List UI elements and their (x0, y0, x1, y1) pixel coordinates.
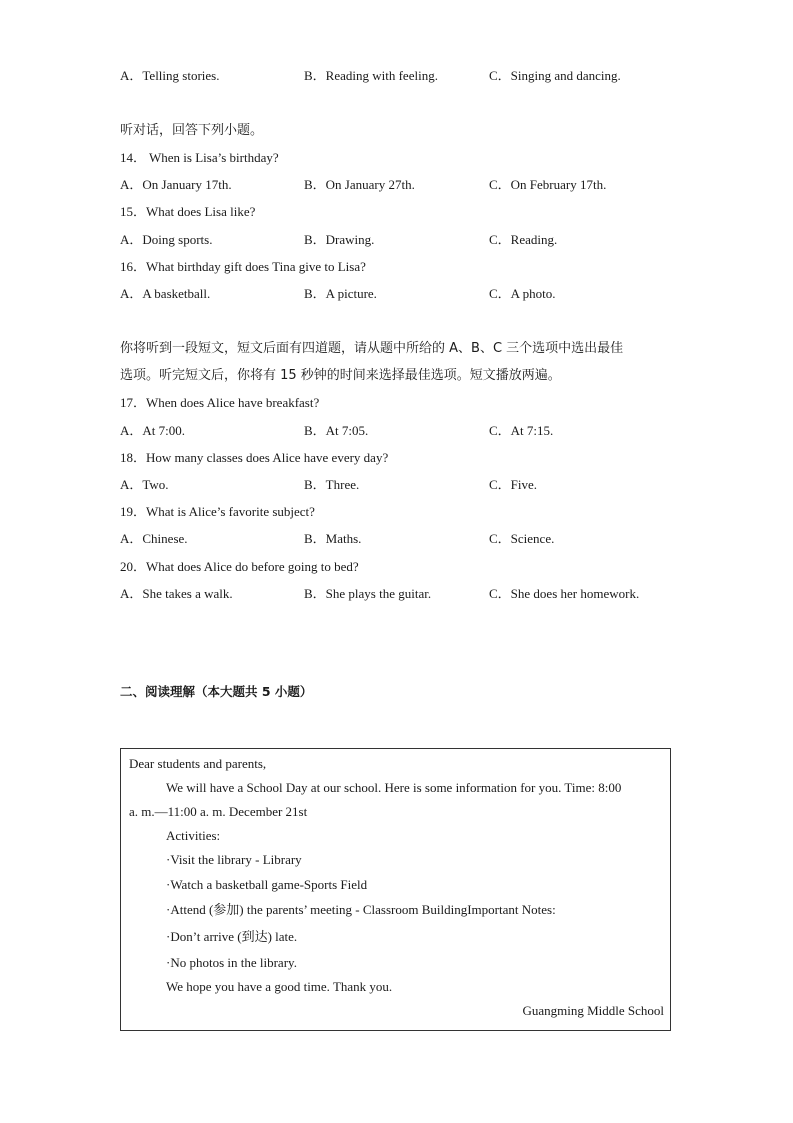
question-17-stem: 17．When does Alice have breakfast? (120, 395, 320, 410)
option-a: A．A basketball. (120, 286, 211, 301)
option-a: A．Chinese. (120, 531, 188, 546)
option-a: A．Doing sports. (120, 232, 213, 247)
option-c: C．She does her homework. (489, 586, 640, 601)
option-c: C．Reading. (489, 232, 558, 247)
q13-options (120, 68, 680, 84)
notice-signature: Guangming Middle School (522, 1003, 664, 1018)
question-19-options (120, 531, 680, 547)
passage-instruction-line-1: 你将听到一段短文，短文后面有四道题，请从题中所给的 A、B、C 三个选项中选出最佳 (120, 341, 624, 356)
passage-instruction-line-2: 选项。听完短文后，你将有 15 秒钟的时间来选择最佳选项。短文播放两遍。 (120, 368, 561, 383)
question-14-options (120, 177, 680, 193)
notice-activities-label: Activities: (166, 828, 221, 843)
notice-greeting: Dear students and parents, (129, 756, 267, 771)
option-b: B．At 7:05. (304, 423, 369, 438)
notice-item: ·No photos in the library. (166, 955, 297, 970)
option-b: B．Maths. (304, 531, 362, 546)
notice-line-1: We will have a School Day at our school. Here is some information for you. Time: 8:00 (166, 780, 622, 795)
question-20-stem: 20．What does Alice do before going to bed? (120, 559, 359, 574)
question-19-stem: 19．What is Alice’s favorite subject? (120, 504, 315, 519)
question-16-options (120, 286, 680, 302)
option-a: A．On January 17th. (120, 177, 232, 192)
question-14-stem: 14． When is Lisa’s birthday? (120, 150, 279, 165)
option-a: A．She takes a walk. (120, 586, 233, 601)
option-b: B．She plays the guitar. (304, 586, 432, 601)
option-b: B．A picture. (304, 286, 377, 301)
option-c: C．Five. (489, 477, 538, 492)
question-15-options (120, 232, 680, 248)
option-c: C．Science. (489, 531, 555, 546)
notice-item: ·Don’t arrive (到达) late. (166, 929, 298, 944)
option-a: A．At 7:00. (120, 423, 186, 438)
dialogue-instruction: 听对话，回答下列小题。 (120, 123, 264, 138)
section-title: 二、阅读理解（本大题共 5 小题） (120, 684, 313, 699)
notice-item: ·Attend (参加) the parents’ meeting - Classroom BuildingImportant Notes: (166, 902, 556, 917)
option-c: C．At 7:15. (489, 423, 554, 438)
question-20-options (120, 586, 680, 602)
notice-item: ·Visit the library - Library (166, 852, 302, 867)
notice-item: ·Watch a basketball game-Sports Field (166, 877, 368, 892)
notice-closing: We hope you have a good time. Thank you. (166, 979, 393, 994)
option-b: B．Drawing. (304, 232, 375, 247)
notice-box (120, 748, 671, 1031)
option-b: B．Reading with feeling. (304, 68, 438, 83)
option-c: C．Singing and dancing. (489, 68, 621, 83)
option-a: A．Telling stories. (120, 68, 220, 83)
question-18-stem: 18．How many classes does Alice have every day? (120, 450, 389, 465)
option-c: C．On February 17th. (489, 177, 607, 192)
option-c: C．A photo. (489, 286, 556, 301)
question-16-stem: 16．What birthday gift does Tina give to Lisa? (120, 259, 366, 274)
question-15-stem: 15．What does Lisa like? (120, 204, 256, 219)
option-b: B．On January 27th. (304, 177, 415, 192)
question-17-options (120, 423, 680, 439)
question-18-options (120, 477, 680, 493)
notice-line-2: a. m.—11:00 a. m. December 21st (129, 804, 308, 819)
option-a: A．Two. (120, 477, 169, 492)
option-b: B．Three. (304, 477, 360, 492)
